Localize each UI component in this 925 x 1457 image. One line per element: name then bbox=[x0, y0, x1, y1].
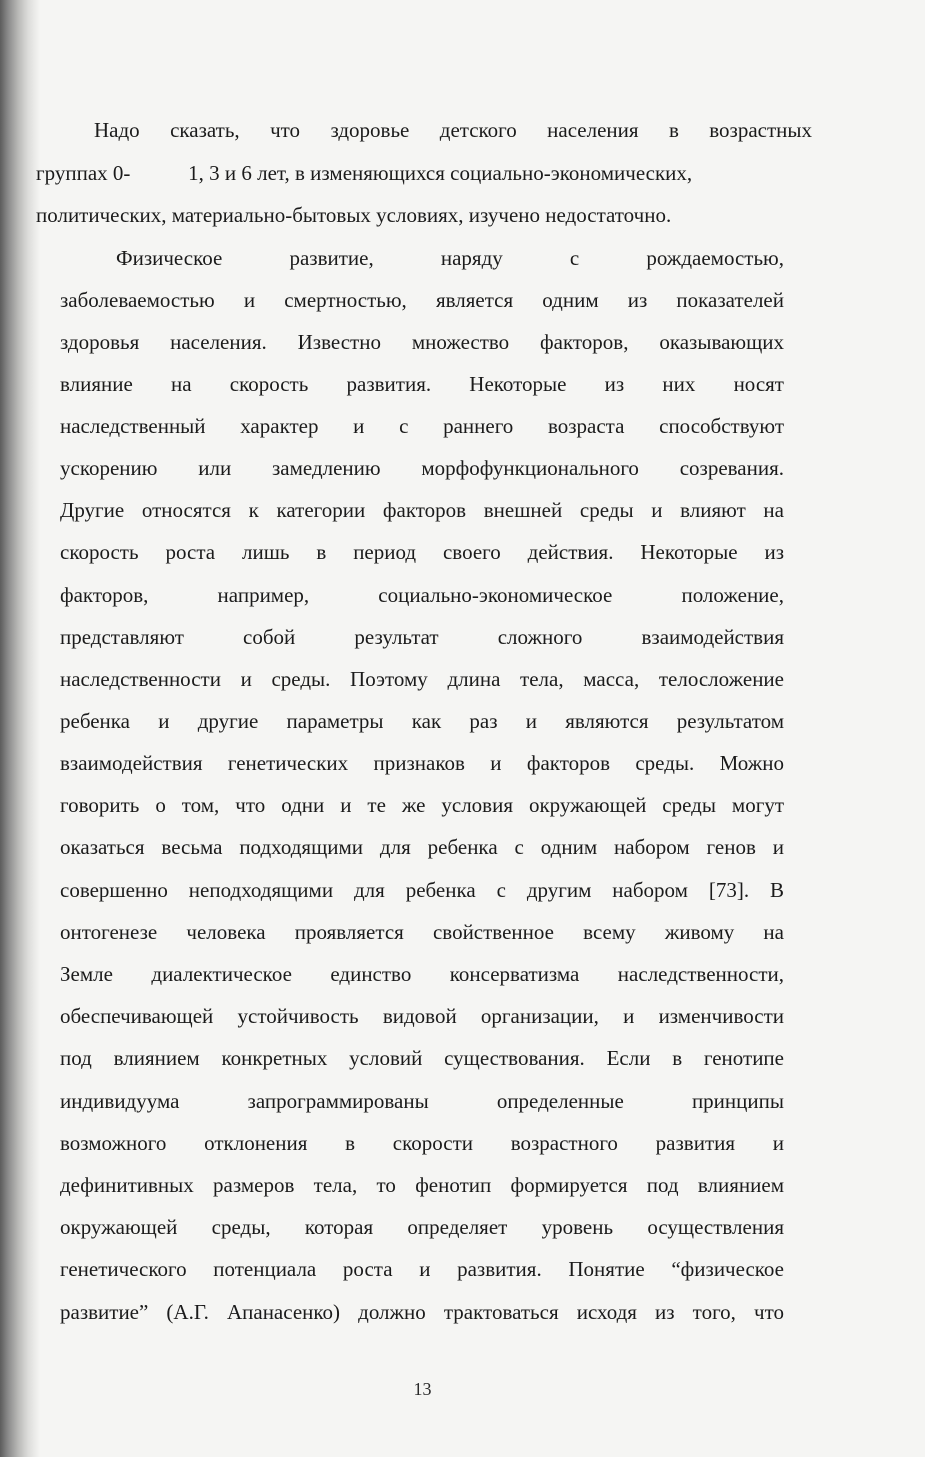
paragraph-2-line-14: говорить о том, что одни и те же условия окружающей среды могут bbox=[60, 793, 784, 817]
paragraph-2-line-3: здоровья населения. Известно множество факторов, оказывающих bbox=[60, 330, 784, 354]
paragraph-2-line-25: генетического потенциала роста и развития. Понятие “физическое bbox=[60, 1257, 784, 1281]
binding-shadow bbox=[0, 0, 40, 1457]
paragraph-2-line-23: дефинитивных размеров тела, то фенотип формируется под влиянием bbox=[60, 1173, 784, 1197]
paragraph-2-line-18: Земле диалектическое единство консерватизма наследственности, bbox=[60, 962, 784, 986]
page-number: 13 bbox=[413, 1379, 432, 1399]
paragraph-2-line-5: наследственный характер и с раннего возраста способствуют bbox=[60, 414, 784, 438]
paragraph-2-line-21: индивидуума запрограммированы определенные принципы bbox=[60, 1089, 784, 1113]
paragraph-1-line-1: Надо сказать, что здоровье детского населения в возрастных bbox=[94, 118, 812, 142]
paragraph-2-line-8: скорость роста лишь в период своего действия. Некоторые из bbox=[60, 540, 784, 564]
paragraph-2-line-2: заболеваемостью и смертностью, является одним из показателей bbox=[60, 288, 784, 312]
paragraph-2-line-13: взаимодействия генетических признаков и факторов среды. Можно bbox=[60, 751, 784, 775]
paragraph-2-line-16: совершенно неподходящими для ребенка с другим набором [73]. В bbox=[60, 878, 784, 902]
paragraph-2-line-26: развитие” (А.Г. Апанасенко) должно трактоваться исходя из того, что bbox=[60, 1300, 784, 1324]
paragraph-2-line-1: Физическое развитие, наряду с рождаемостью, bbox=[116, 246, 784, 270]
paragraph-2-line-20: под влиянием конкретных условий существования. Если в генотипе bbox=[60, 1046, 784, 1070]
paragraph-2-line-9: факторов, например, социально-экономическое положение, bbox=[60, 583, 784, 607]
paragraph-2-line-19: обеспечивающей устойчивость видовой организации, и изменчивости bbox=[60, 1004, 784, 1028]
paragraph-2-line-17: онтогенезе человека проявляется свойственное всему живому на bbox=[60, 920, 784, 944]
paragraph-1-line-3: политических, материально-бытовых условиях, изучено недостаточно. bbox=[36, 203, 672, 227]
paragraph-2-line-4: влияние на скорость развития. Некоторые из них носят bbox=[60, 372, 784, 396]
paragraph-2-line-6: ускорению или замедлению морфофункционального созревания. bbox=[60, 456, 784, 480]
paragraph-2-line-11: наследственности и среды. Поэтому длина тела, масса, телосложение bbox=[60, 667, 784, 691]
paragraph-2-line-12: ребенка и другие параметры как раз и являются результатом bbox=[60, 709, 784, 733]
paragraph-2-line-22: возможного отклонения в скорости возрастного развития и bbox=[60, 1131, 784, 1155]
paragraph-2-line-15: оказаться весьма подходящими для ребенка с одним набором генов и bbox=[60, 835, 784, 859]
paragraph-2-line-10: представляют собой результат сложного взаимодействия bbox=[60, 625, 784, 649]
paragraph-2-line-7: Другие относятся к категории факторов внешней среды и влияют на bbox=[60, 498, 784, 522]
paragraph-1-line-2: группах 0- 1, 3 и 6 лет, в изменяющихся социально-экономических, bbox=[36, 161, 693, 185]
paragraph-2-line-24: окружающей среды, которая определяет уровень осуществления bbox=[60, 1215, 784, 1239]
